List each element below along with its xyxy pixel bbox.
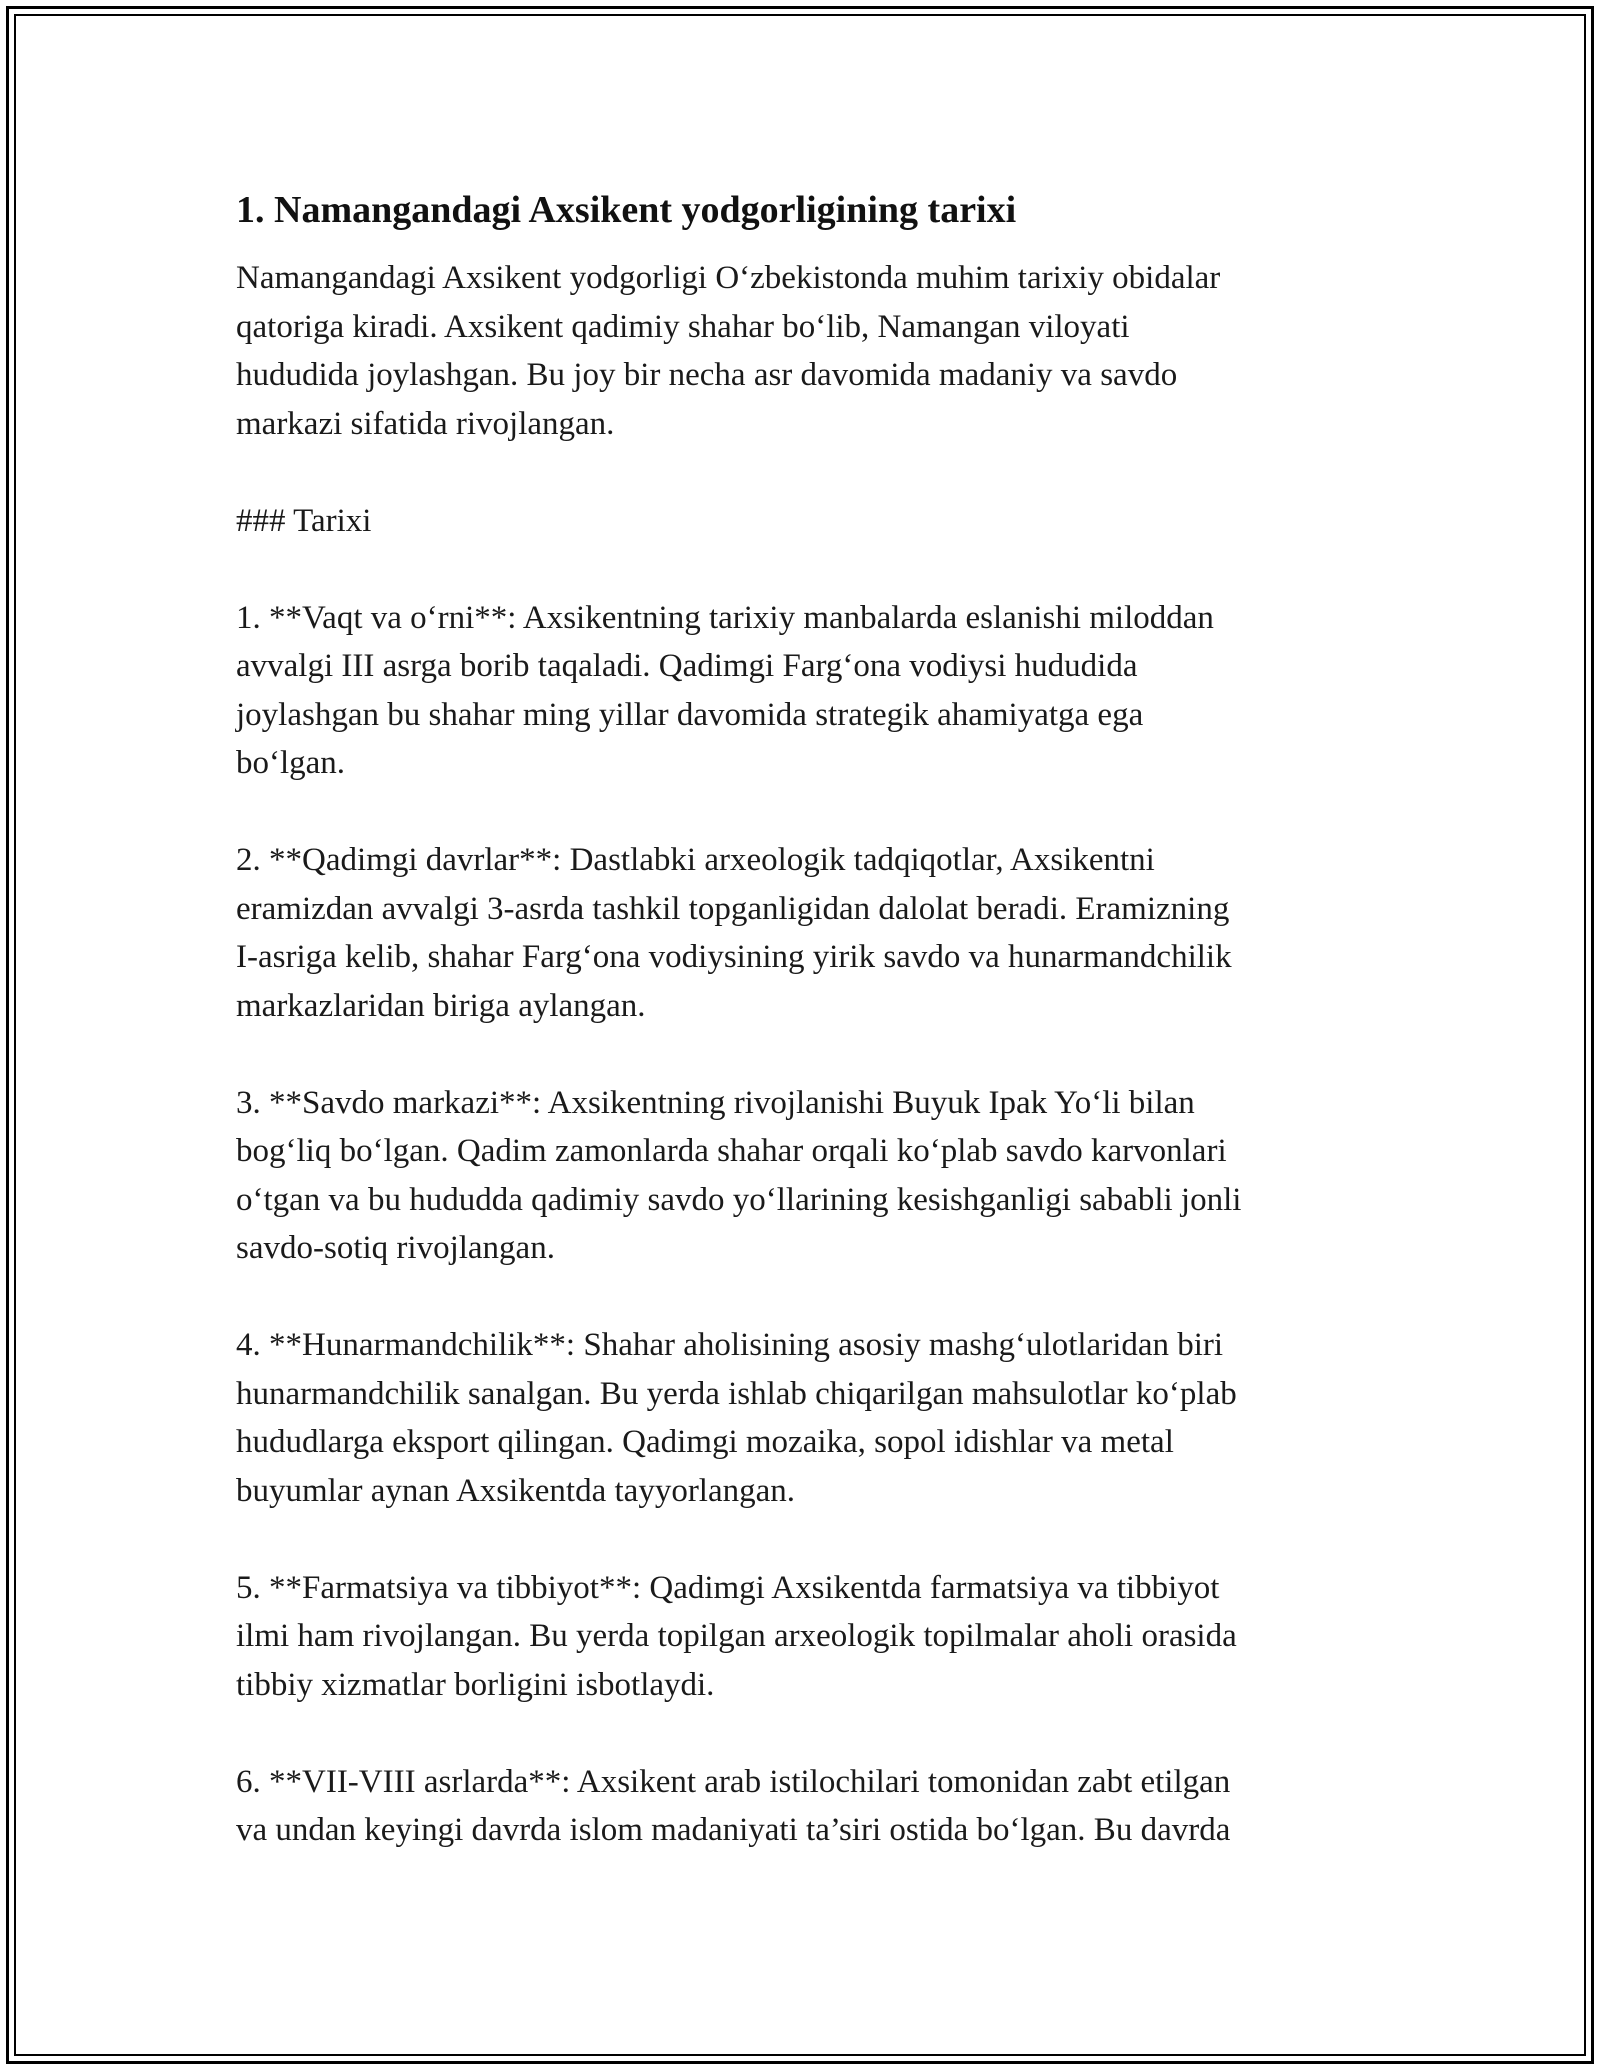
text-line: I-asriga kelib, shahar Farg‘ona vodiysining yirik savdo va hunarmandchilik [236, 939, 1232, 975]
list-item-4 [236, 1321, 1366, 1515]
text-line: qatoriga kiradi. Axsikent qadimiy shahar bo‘lib, Namangan viloyati [236, 308, 1130, 345]
text-line: eramizdan avvalgi 3-asrda tashkil topganligidan dalolat beradi. Eramizning [236, 890, 1230, 927]
text-line: 2. **Qadimgi davrlar**: Dastlabki arxeologik tadqiqotlar, Axsikentni [236, 842, 1155, 878]
document-body [236, 186, 1366, 1903]
list-item-2 [236, 836, 1366, 1030]
text-line: 6. **VII-VIII asrlarda**: Axsikent arab istilochilari tomonidan zabt etilgan [236, 1763, 1231, 1800]
text-line: ### Tarixi [236, 502, 372, 539]
text-line: 5. **Farmatsiya va tibbiyot**: Qadimgi Axsikentda farmatsiya va tibbiyot [236, 1569, 1220, 1606]
text-line: 3. **Savdo markazi**: Axsikentning rivojlanishi Buyuk Ipak Yo‘li bilan [236, 1084, 1195, 1121]
list-item-5 [236, 1564, 1366, 1710]
text-line: va undan keyingi davrda islom madaniyati ta’siri ostida bo‘lgan. Bu davrda [236, 1812, 1231, 1848]
text-line: hududlarga eksport qilingan. Qadimgi mozaika, sopol idishlar va metal [236, 1424, 1174, 1460]
text-line: joylashgan bu shahar ming yillar davomida strategik ahamiyatga ega [236, 696, 1144, 733]
text-line: ilmi ham rivojlangan. Bu yerda topilgan arxeologik topilmalar aholi orasida [236, 1618, 1237, 1654]
text-line: hududida joylashgan. Bu joy bir necha asr davomida madaniy va savdo [236, 357, 1178, 393]
text-line: buyumlar aynan Axsikentda tayyorlangan. [236, 1472, 796, 1509]
text-line: 1. **Vaqt va o‘rni**: Axsikentning tarixiy manbalarda eslanishi miloddan [236, 599, 1214, 636]
section-heading-tarixi [236, 497, 1366, 546]
text-line: avvalgi III asrga borib taqaladi. Qadimgi Farg‘ona vodiysi hududida [236, 648, 1138, 684]
text-line: Namangandagi Axsikent yodgorligi O‘zbekistonda muhim tarixiy obidalar [236, 260, 1221, 296]
document-title: 1. Namangandagi Axsikent yodgorligining tarixi [236, 189, 1017, 231]
text-line: markazlaridan biriga aylangan. [236, 987, 646, 1024]
text-line: 4. **Hunarmandchilik**: Shahar aholisining asosiy mashg‘ulotlaridan biri [236, 1327, 1224, 1363]
list-item-6 [236, 1758, 1366, 1855]
text-line: tibbiy xizmatlar borligini isbotlaydi. [236, 1666, 715, 1703]
text-line: bog‘liq bo‘lgan. Qadim zamonlarda shahar orqali ko‘plab savdo karvonlari [236, 1133, 1227, 1169]
list-item-3 [236, 1079, 1366, 1273]
text-line: hunarmandchilik sanalgan. Bu yerda ishlab chiqarilgan mahsulotlar ko‘plab [236, 1375, 1237, 1412]
text-line: savdo-sotiq rivojlangan. [236, 1230, 555, 1266]
paragraph-intro [236, 254, 1366, 448]
list-item-1 [236, 594, 1366, 788]
text-line: markazi sifatida rivojlangan. [236, 405, 615, 442]
text-line: bo‘lgan. [236, 745, 346, 781]
text-line: o‘tgan va bu hududda qadimiy savdo yo‘llarining kesishganligi sababli jonli [236, 1181, 1242, 1218]
